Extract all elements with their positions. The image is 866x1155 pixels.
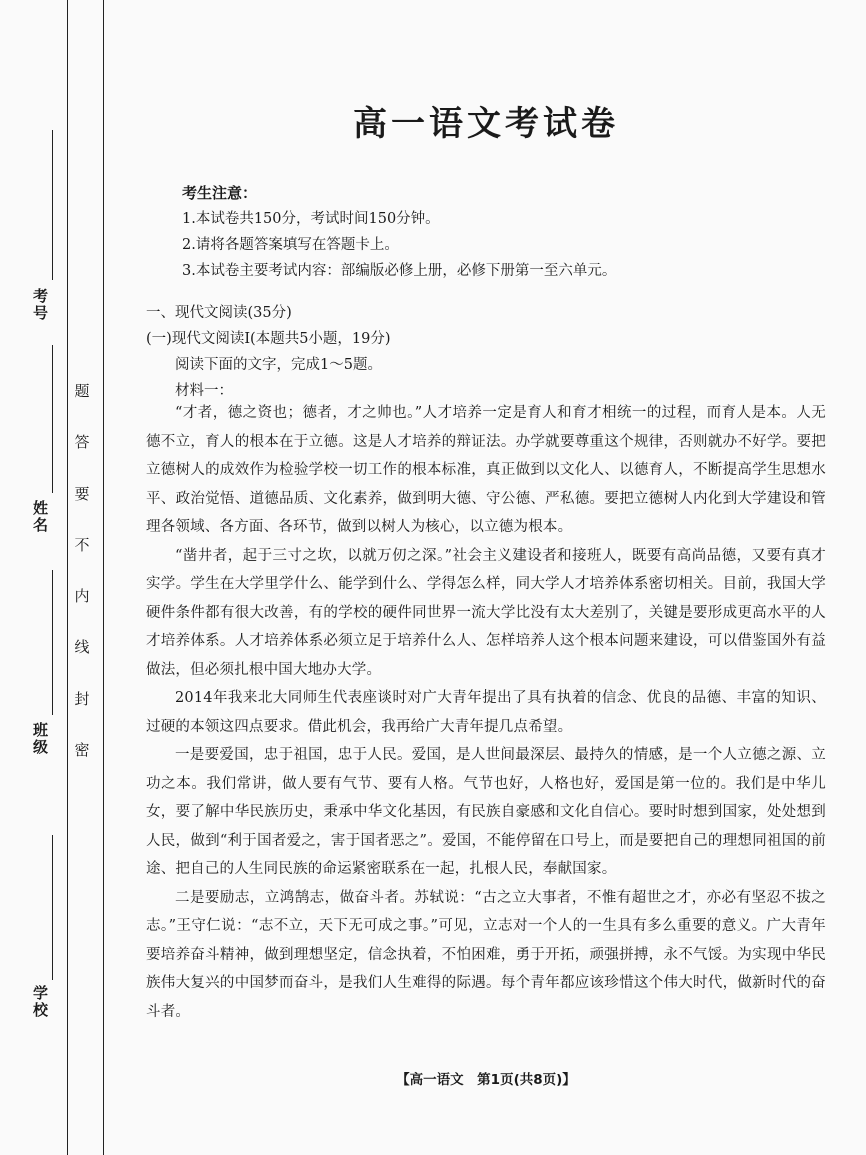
field-line-school[interactable]	[52, 835, 53, 980]
seal-char: 答	[74, 433, 90, 452]
section-instruction: 阅读下面的文字，完成1～5题。	[175, 357, 382, 373]
reading-material	[146, 399, 826, 1026]
field-label-school: 学校	[31, 985, 49, 1019]
article-paragraph: “才者，德之资也；德者，才之帅也。”人才培养一定是育人和育才相统一的过程，而育人是本。人无德不立，育人的根本在于立德。这是人才培养的辩证法。办学就要尊重这个规律，否则就办不好学。要把立德树人的成效作为检验学校一切工作的根本标准，真正做到以文化人、以德育人，不断提高学生思想水平、政治觉悟、道德品质、文化素养，做到明大德、守公德、严私德。要把立德树人内化到大学建设和管理各领域、各方面、各环节，做到以树人为核心，以立德为根本。	[146, 405, 826, 535]
notice-item: 2.请将各题答案填写在答题卡上。	[182, 237, 399, 253]
seal-char: 要	[74, 484, 90, 503]
seal-char: 封	[74, 689, 90, 708]
seal-char: 题	[74, 382, 90, 400]
seal-char: 密	[74, 740, 90, 759]
article-paragraph: 2014年我来北大同师生代表座谈时对广大青年提出了具有执着的信念、优良的品德、丰富的知识、过硬的本领这四点要求。借此机会，我再给广大青年提几点希望。	[146, 690, 826, 735]
seal-char: 线	[74, 638, 90, 657]
seal-line-notice	[70, 380, 94, 760]
section-sub-title: (一)现代文阅读Ⅰ(本题共5小题，19分)	[146, 331, 391, 347]
field-line-exam-number[interactable]	[52, 130, 53, 280]
page-title: 高一语文考试卷	[353, 104, 619, 144]
seal-char: 内	[74, 587, 90, 606]
article-paragraph: 一是要爱国，忠于祖国，忠于人民。爱国，是人世间最深层、最持久的情感，是一个人立德之源、立功之本。我们常讲，做人要有气节、要有人格。气节也好，人格也好，爱国是第一位的。我们是中华儿女，要了解中华民族历史，秉承中华文化基因，有民族自豪感和文化自信心。要时时想到国家，处处想到人民，做到“利于国者爱之，害于国者恶之”。爱国，不能停留在口号上，而是要把自己的理想同祖国的前途、把自己的人生同民族的命运紧密联系在一起，扎根人民，奉献国家。	[146, 747, 826, 877]
article-paragraph: 二是要励志，立鸿鹄志，做奋斗者。苏轼说：“古之立大事者，不惟有超世之才，亦必有坚忍不拔之志。”王守仁说：“志不立，天下无可成之事。”可见，立志对一个人的一生具有多么重要的意义。广大青年要培养奋斗精神，做到理想坚定，信念执着，不怕困难，勇于开拓，顽强拼搏，永不气馁。为实现中华民族伟大复兴的中国梦而奋斗，是我们人生难得的际遇。每个青年都应该珍惜这个伟大时代，做新时代的奋斗者。	[146, 889, 826, 1020]
page-footer: 【高一语文 第1页(共8页)】	[396, 1072, 576, 1088]
field-label-name: 姓名	[31, 500, 49, 534]
field-label-class: 班级	[31, 722, 49, 756]
field-line-name[interactable]	[52, 345, 53, 493]
material-label: 材料一：	[175, 383, 233, 399]
notice-item: 3.本试卷主要考试内容：部编版必修上册，必修下册第一至六单元。	[182, 263, 617, 279]
section-header	[146, 300, 826, 404]
section-part-title: 一、现代文阅读(35分)	[146, 305, 292, 321]
candidate-notice	[182, 180, 616, 284]
notice-item: 1.本试卷共150分，考试时间150分钟。	[182, 211, 440, 227]
binding-line-inner	[103, 0, 104, 1155]
notice-heading: 考生注意：	[182, 184, 258, 202]
field-line-class[interactable]	[52, 570, 53, 715]
binding-line-outer	[67, 0, 68, 1155]
field-label-exam-number: 考号	[31, 288, 49, 322]
article-paragraph: “凿井者，起于三寸之坎，以就万仞之深。”社会主义建设者和接班人，既要有高尚品德，又要有真才实学。学生在大学里学什么、能学到什么、学得怎么样，同大学人才培养体系密切相关。目前，我国大学硬件条件都有很大改善，有的学校的硬件同世界一流大学比没有太大差别了，关键是要形成更高水平的人才培养体系。人才培养体系必须立足于培养什么人、怎样培养人这个根本问题来建设，可以借鉴国外有益做法，但必须扎根中国大地办大学。	[146, 547, 826, 678]
seal-char: 不	[74, 535, 90, 554]
